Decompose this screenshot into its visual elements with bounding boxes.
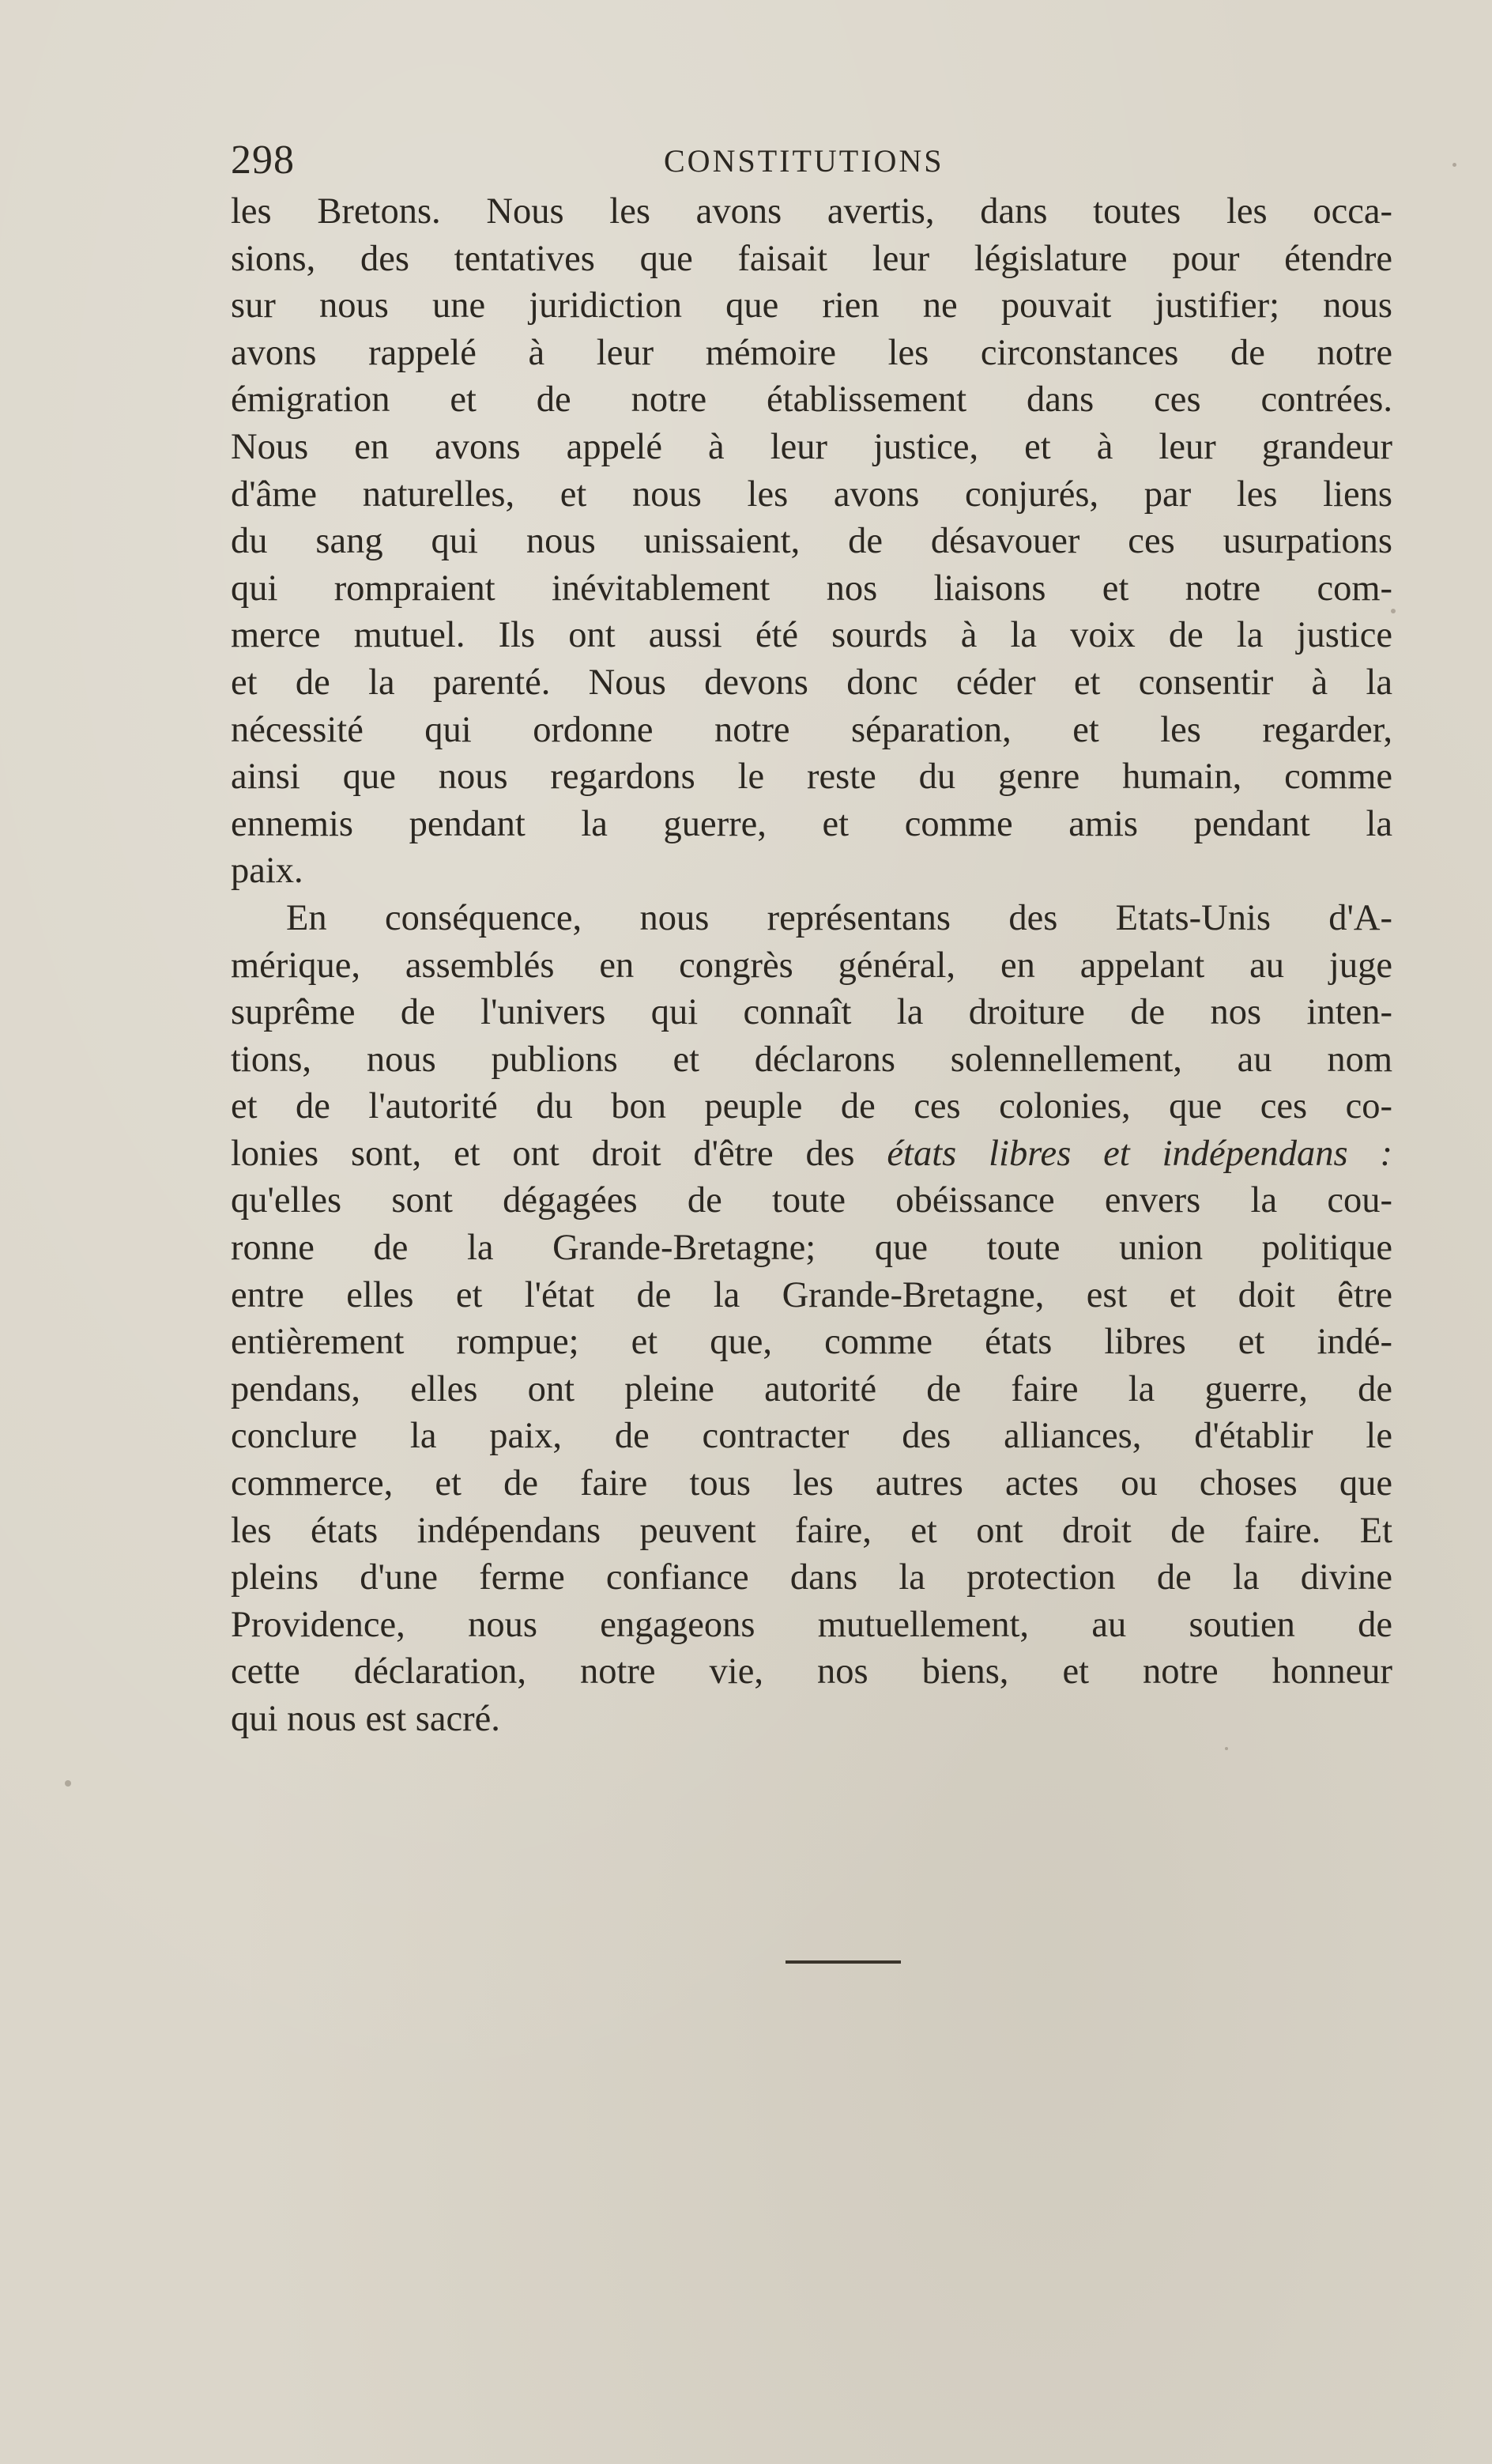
text-line: du sang qui nous unissaient, de désavouer ces usurpations xyxy=(231,521,1392,562)
text-line: pendans, elles ont pleine autorité de faire la guerre, de xyxy=(231,1368,1392,1409)
text-line: et de l'autorité du bon peuple de ces colonies, que ces co- xyxy=(231,1086,1392,1127)
text-line: entièrement rompue; et que, comme états libres et indé- xyxy=(231,1322,1392,1363)
text-line: les Bretons. Nous les avons avertis, dans toutes les occa- xyxy=(231,191,1392,232)
text-line: conclure la paix, de contracter des alliances, d'établir le xyxy=(231,1416,1392,1457)
text-line: qu'elles sont dégagées de toute obéissance envers la cou- xyxy=(231,1180,1392,1221)
text-line: avons rappelé à leur mémoire les circonstances de notre xyxy=(231,332,1392,373)
text-line: Providence, nous engageons mutuellement, au soutien de xyxy=(231,1604,1392,1645)
text-line: cette déclaration, notre vie, nos biens, et notre honneur xyxy=(231,1651,1392,1692)
italic-phrase: états libres et indépendans : xyxy=(887,1133,1392,1174)
text-line: d'âme naturelles, et nous les avons conjurés, par les liens xyxy=(231,474,1392,515)
text-line: et de la parenté. Nous devons donc céder et consentir à la xyxy=(231,662,1392,703)
text-line: suprême de l'univers qui connaît la droiture de nos inten- xyxy=(231,992,1392,1033)
paper-speck xyxy=(1225,1747,1228,1750)
page-number: 298 xyxy=(231,138,295,183)
text-segment: lonies sont, et ont droit d'être des xyxy=(231,1133,887,1174)
paragraph-start-line: En conséquence, nous représentans des Etats-Unis d'A- xyxy=(286,897,1392,938)
text-line: ainsi que nous regardons le reste du genre humain, comme xyxy=(231,757,1392,798)
text-line: commerce, et de faire tous les autres actes ou choses que xyxy=(231,1463,1392,1504)
paper-speck xyxy=(1452,163,1456,167)
paper-speck xyxy=(65,1780,71,1787)
text-line: entre elles et l'état de la Grande-Bretagne, est et doit être xyxy=(231,1274,1392,1315)
page-header xyxy=(231,133,1392,188)
text-line: merce mutuel. Ils ont aussi été sourds à la voix de la justice xyxy=(231,615,1392,656)
text-line: tions, nous publions et déclarons solennellement, au nom xyxy=(231,1039,1392,1080)
running-head: CONSTITUTIONS xyxy=(664,143,944,179)
text-line: sions, des tentatives que faisait leur législature pour étendre xyxy=(231,238,1392,279)
text-line: paix. xyxy=(231,851,303,892)
text-line: mérique, assemblés en congrès général, en appelant au juge xyxy=(231,945,1392,986)
text-line: émigration et de notre établissement dans ces contrées. xyxy=(231,379,1392,421)
text-line: nécessité qui ordonne notre séparation, et les regarder, xyxy=(231,709,1392,750)
text-line: sur nous une juridiction que rien ne pouvait justifier; nous xyxy=(231,285,1392,326)
text-line: Nous en avons appelé à leur justice, et à leur grandeur xyxy=(231,426,1392,467)
section-end-rule xyxy=(786,1960,901,1964)
body-text xyxy=(231,188,1392,1743)
text-line: qui nous est sacré. xyxy=(231,1699,500,1739)
text-line: pleins d'une ferme confiance dans la protection de la divine xyxy=(231,1557,1392,1598)
text-line-with-italic xyxy=(231,1130,1392,1178)
text-line: ennemis pendant la guerre, et comme amis pendant la xyxy=(231,803,1392,844)
paper-speck xyxy=(1391,609,1396,613)
text-line: qui rompraient inévitablement nos liaisons et notre com- xyxy=(231,568,1392,609)
text-line: les états indépendans peuvent faire, et ont droit de faire. Et xyxy=(231,1510,1392,1551)
text-line: ronne de la Grande-Bretagne; que toute union politique xyxy=(231,1228,1392,1269)
